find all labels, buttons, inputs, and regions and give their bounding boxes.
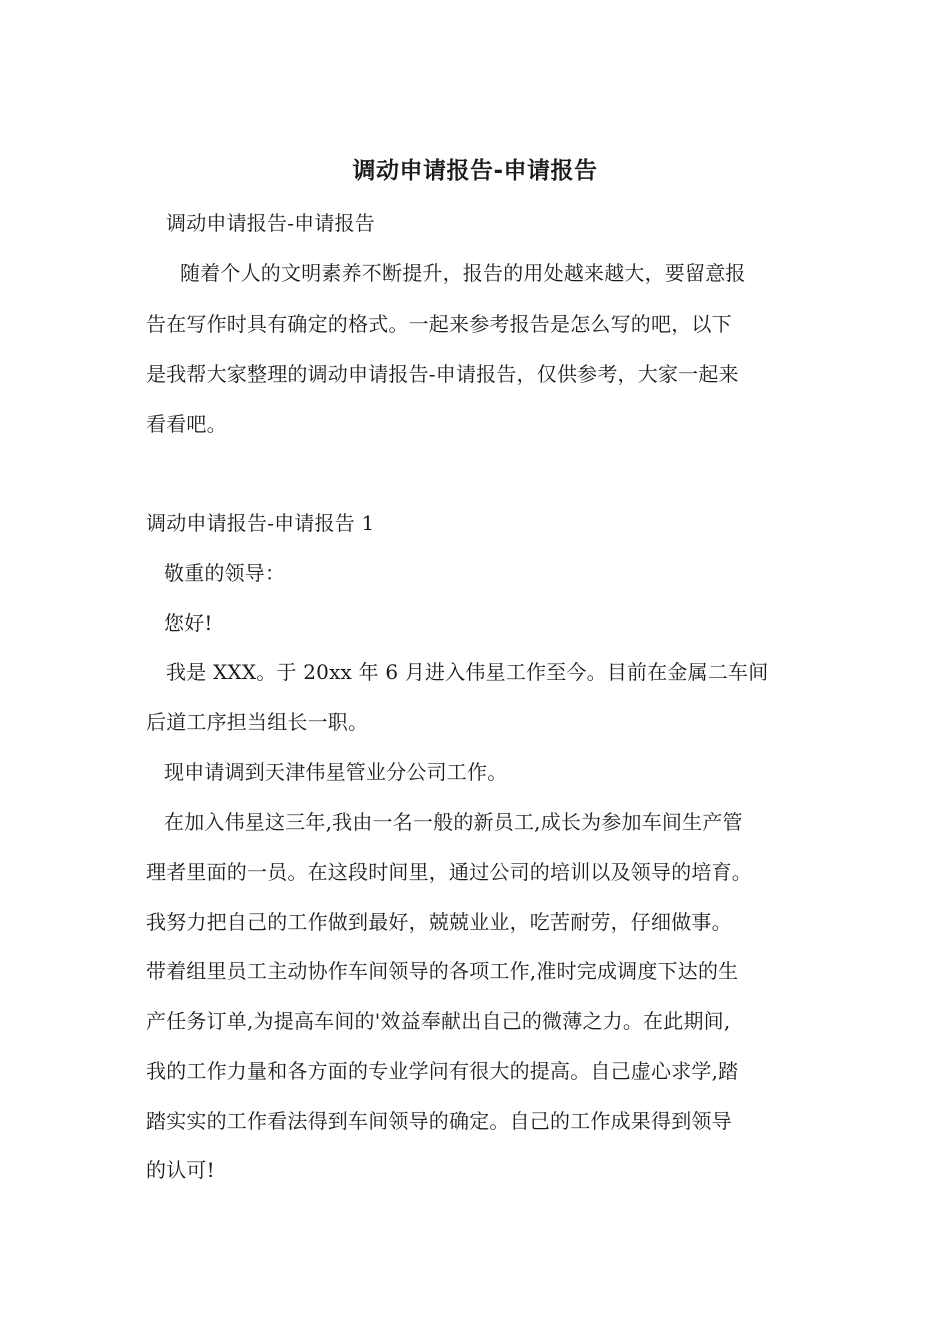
intro-line: 告在写作时具有确定的格式。一起来参考报告是怎么写的吧，以下 bbox=[146, 312, 732, 336]
body-line: 我是 XXX。于 20xx 年 6 月进入伟星工作至今。目前在金属二车间 bbox=[166, 660, 769, 684]
body-line: 的认可! bbox=[146, 1158, 215, 1182]
document-title: 调动申请报告-申请报告 bbox=[352, 158, 598, 184]
body-line: 踏实实的工作看法得到车间领导的确定。自己的工作成果得到领导 bbox=[146, 1109, 732, 1133]
body-line: 我努力把自己的工作做到最好，兢兢业业，吃苦耐劳，仔细做事。 bbox=[146, 910, 732, 934]
salutation: 敬重的领导： bbox=[164, 561, 286, 585]
greeting: 您好! bbox=[164, 611, 213, 635]
body-line: 我的工作力量和各方面的专业学问有很大的提高。自己虚心求学,踏 bbox=[146, 1059, 739, 1083]
body-line: 在加入伟星这三年,我由一名一般的新员工,成长为参加车间生产管 bbox=[164, 810, 743, 834]
body-line: 带着组里员工主动协作车间领导的各项工作,准时完成调度下达的生 bbox=[146, 959, 739, 983]
intro-line: 随着个人的文明素养不断提升，报告的用处越来越大，要留意报 bbox=[180, 261, 746, 285]
body-line: 现申请调到天津伟星管业分公司工作。 bbox=[164, 760, 508, 784]
body-line: 后道工序担当组长一职。 bbox=[146, 710, 369, 734]
document-subtitle: 调动申请报告-申请报告 bbox=[166, 211, 375, 235]
body-line: 产任务订单,为提高车间的'效益奉献出自己的微薄之力。在此期间, bbox=[146, 1009, 731, 1033]
body-line: 理者里面的一员。在这段时间里，通过公司的培训以及领导的培育。 bbox=[146, 860, 752, 884]
section-heading: 调动申请报告-申请报告 1 bbox=[146, 511, 375, 535]
intro-line: 是我帮大家整理的调动申请报告-申请报告，仅供参考，大家一起来 bbox=[146, 362, 739, 386]
intro-line: 看看吧。 bbox=[146, 412, 227, 436]
